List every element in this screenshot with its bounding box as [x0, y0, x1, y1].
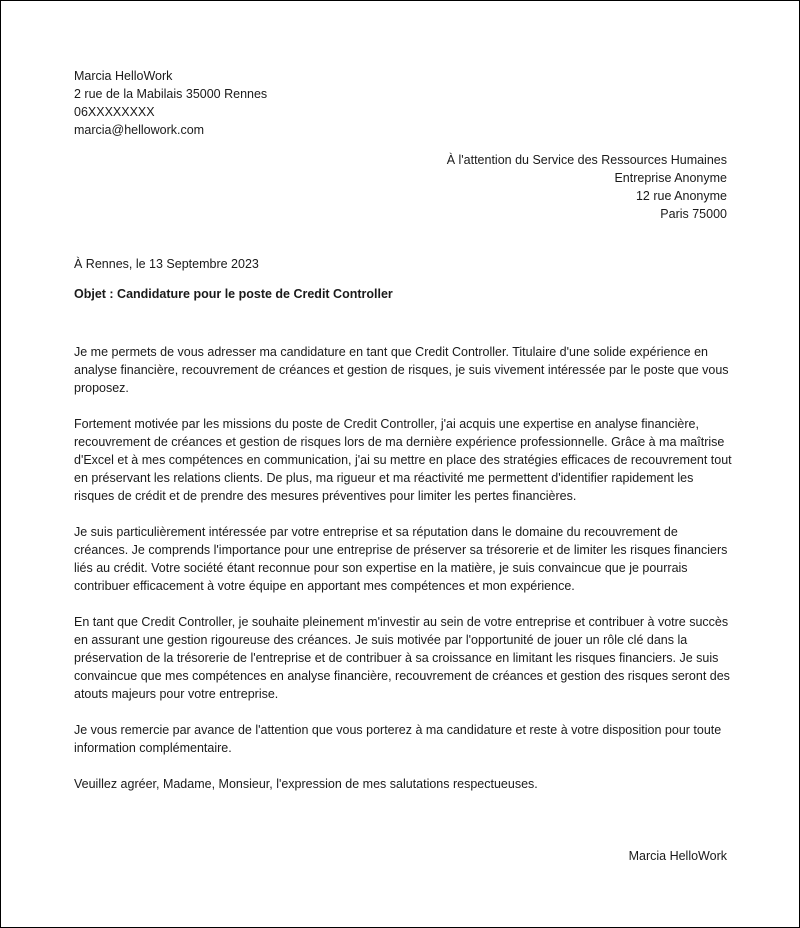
- sender-email: marcia@hellowork.com: [74, 123, 205, 137]
- body-paragraph: En tant que Credit Controller, je souhaite pleinement m'investir au sein de votre entreprise et contribuer à votre succès en assurant une gestion rigoureuse des créances. Je suis motivée par l'opportunité de jouer un rôle clé dans la préservation de la trésorerie de l'entreprise et de contribuer à sa croissance en limitant les risques financiers. Je suis convaincue que mes compétences en analyse financière, recouvrement de créances et gestion des risques seront des atouts majeurs pour votre entreprise.: [74, 615, 730, 701]
- recipient-company: Entreprise Anonyme: [614, 171, 727, 185]
- body-paragraph: Fortement motivée par les missions du poste de Credit Controller, j'ai acquis une expertise en analyse financière, recouvrement de créances et gestion de risques lors de ma dernière expérience professionnelle. Grâce à ma maîtrise d'Excel et à mes compétences en communication, j'ai su mettre en place des stratégies efficaces de recouvrement tout en préservant les relations clients. De plus, ma rigueur et ma réactivité me permettent d'identifier rapidement les risques de crédit et de prendre des mesures préventives pour limiter les pertes financières.: [74, 417, 732, 503]
- date-line: À Rennes, le 13 Septembre 2023: [74, 257, 259, 271]
- body-paragraph: Je vous remercie par avance de l'attention que vous porterez à ma candidature et reste à votre disposition pour toute information complémentaire.: [74, 723, 722, 755]
- subject-line: Objet : Candidature pour le poste de Credit Controller: [74, 287, 393, 301]
- sender-block: [74, 67, 267, 139]
- recipient-city: Paris 75000: [660, 207, 727, 221]
- sender-name: Marcia HelloWork: [74, 69, 173, 83]
- sender-phone: 06XXXXXXXX: [74, 105, 155, 119]
- closing-paragraph: Veuillez agréer, Madame, Monsieur, l'expression de mes salutations respectueuses.: [74, 777, 538, 791]
- signature: Marcia HelloWork: [628, 849, 727, 863]
- recipient-attention: À l'attention du Service des Ressources Humaines: [446, 153, 727, 167]
- sender-address: 2 rue de la Mabilais 35000 Rennes: [74, 87, 268, 101]
- body-paragraph: Je me permets de vous adresser ma candidature en tant que Credit Controller. Titulaire d'une solide expérience en analyse financière, recouvrement de créances et gestion de risques, je suis vivement intéressée par le poste que vous proposez.: [74, 345, 729, 395]
- letter-body: [74, 343, 734, 811]
- body-paragraph: Je suis particulièrement intéressée par votre entreprise et sa réputation dans le domaine du recouvrement de créances. Je comprends l'importance pour une entreprise de préserver sa trésorerie et de limiter les risques financiers liés au crédit. Votre société étant reconnue pour son expertise en la matière, je suis convaincue que je pourrais contribuer efficacement à votre équipe en apportant mes compétences et mon expérience.: [74, 525, 728, 593]
- recipient-block: [447, 151, 727, 223]
- recipient-street: 12 rue Anonyme: [635, 189, 727, 203]
